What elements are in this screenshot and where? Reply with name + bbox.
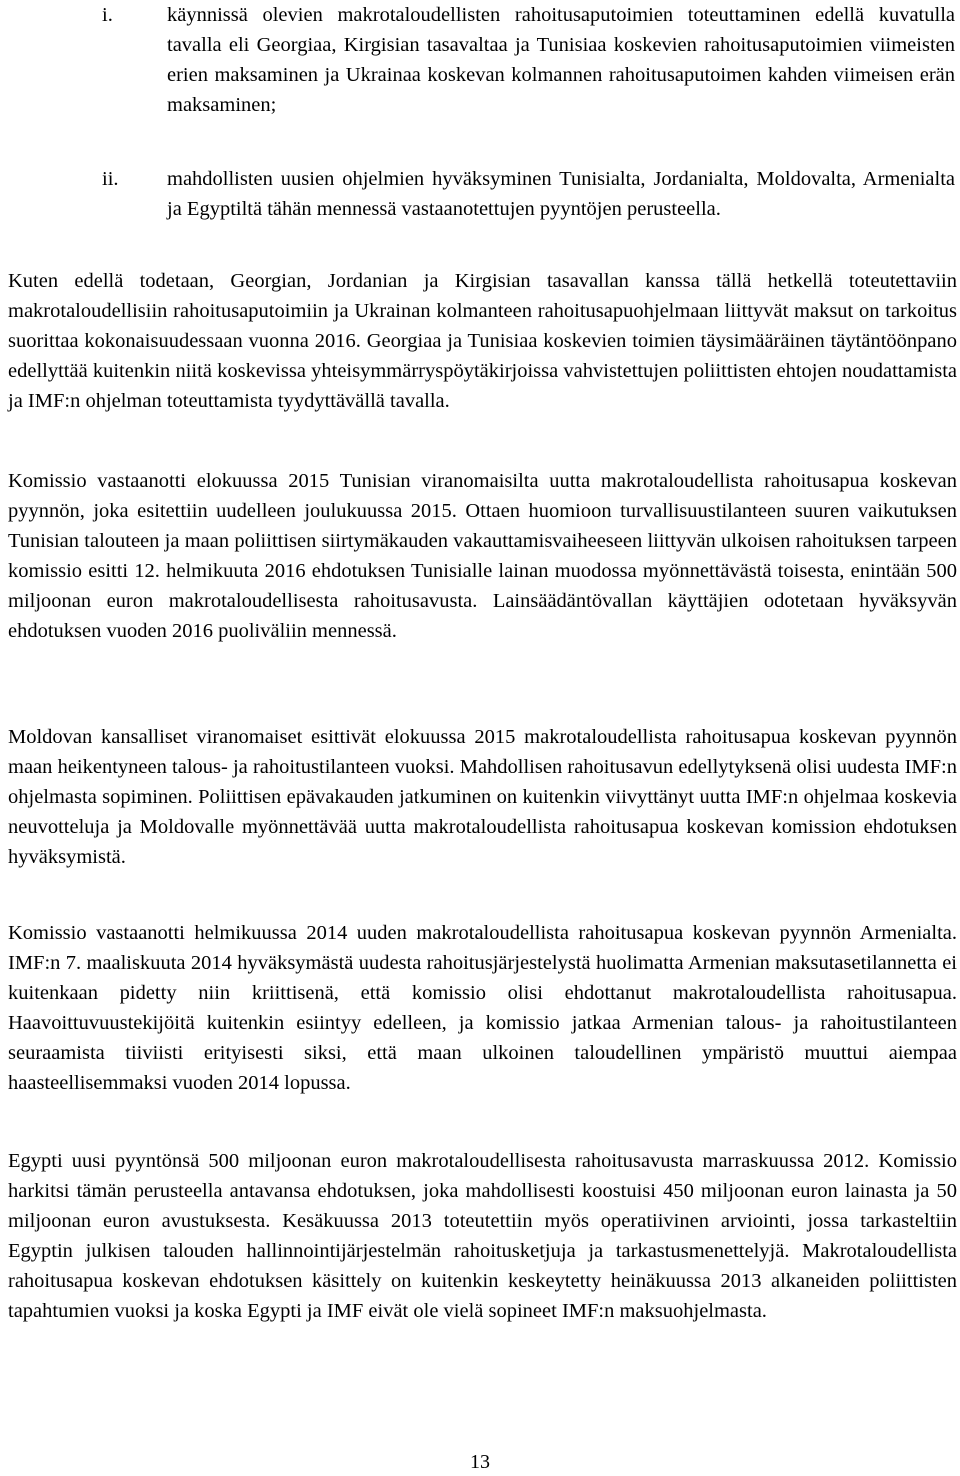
list-marker: ii. xyxy=(102,168,119,190)
paragraph: Komissio vastaanotti helmikuussa 2014 uuden makrotaloudellista rahoitusapua koskevan pyynnön Armenialta. IMF:n 7. maaliskuuta 2014 hyväksymästä uudesta rahoitusjärjestelystä huolimatta Armenian maksutasetilannetta ei kuitenkaan pidetty niin kriittisenä, että komissio olisi ehdottanut makrotaloudellista rahoitusapua. Haavoittuvuustekijöitä kuitenkin esiintyy edelleen, ja komissio jatkaa Armenian talous- ja rahoitustilanteen seuraamista tiiviisti erityisesti siksi, että maan ulkoinen taloudellinen ympäristö muuttui aiempaa haasteellisemmaksi vuoden 2014 lopussa. xyxy=(8,922,957,1094)
list-marker: i. xyxy=(102,4,113,26)
paragraph: Moldovan kansalliset viranomaiset esittivät elokuussa 2015 makrotaloudellista rahoitusapua koskevan pyynnön maan heikentyneen talous- ja rahoitustilanteen vuoksi. Mahdollisen rahoitusavun edellytyksenä olisi uudesta IMF:n ohjelmasta sopiminen. Poliittisen epävakauden jatkuminen on kuitenkin viivyttänyt uutta IMF:n ohjelmaa koskevia neuvotteluja ja Moldovalle myönnettävää uutta makrotaloudellista rahoitusapua koskevan komission ehdotuksen hyväksymistä. xyxy=(8,726,957,868)
paragraph: Egypti uusi pyyntönsä 500 miljoonan euron makrotaloudellisesta rahoitusavusta marraskuussa 2012. Komissio harkitsi tämän perusteella antavansa ehdotuksen, joka mahdollisesti koostuisi 450 miljoonan euron lainasta ja 50 miljoonan euron avustuksesta. Kesäkuussa 2013 toteutettiin myös operatiivinen arviointi, jossa tarkasteltiin Egyptin julkisen talouden hallinnointijärjestelmän rahoitusketjuja ja tarkastusmenettelyjä. Makrotaloudellista rahoitusapua koskevan ehdotuksen käsittely on kuitenkin keskeytetty heinäkuussa 2013 alkaneiden poliittisten tapahtumien vuoksi ja koska Egypti ja IMF eivät ole vielä sopineet IMF:n maksuohjelmasta. xyxy=(8,1150,957,1322)
list-item-text: mahdollisten uusien ohjelmien hyväksyminen Tunisialta, Jordanialta, Moldovalta, Armenialta ja Egyptiltä tähän mennessä vastaanotettujen pyyntöjen perusteella. xyxy=(167,168,955,220)
paragraph: Kuten edellä todetaan, Georgian, Jordanian ja Kirgisian tasavallan kanssa tällä hetkellä toteutettaviin makrotaloudellisiin rahoitusaputoimiin ja Ukrainan kolmanteen rahoitusapuohjelmaan liittyvät maksut on tarkoitus suorittaa kokonaisuudessaan vuonna 2016. Georgiaa ja Tunisiaa koskevien toimien täysimääräinen täytäntöönpano edellyttää kuitenkin niitä koskevissa yhteisymmärryspöytäkirjoissa vahvistettujen poliittisten ehtojen noudattamista ja IMF:n ohjelman toteuttamista tyydyttävällä tavalla. xyxy=(8,270,957,412)
list-item-text: käynnissä olevien makrotaloudellisten rahoitusaputoimien toteuttaminen edellä kuvatulla tavalla eli Georgiaa, Kirgisian tasavaltaa ja Tunisiaa koskevien rahoitusaputoimien viimeisten erien maksaminen ja Ukrainaa koskevan kolmannen rahoitusaputoimen kahden viimeisen erän maksaminen; xyxy=(167,4,955,116)
page-number: 13 xyxy=(470,1451,490,1473)
paragraph: Komissio vastaanotti elokuussa 2015 Tunisian viranomaisilta uutta makrotaloudellista rahoitusapua koskevan pyynnön, joka esitettiin uudelleen joulukuussa 2015. Ottaen huomioon turvallisuustilanteen suuren vaikutuksen Tunisian talouteen ja maan poliittisen siirtymäkauden vakauttamisvaiheeseen liittyvän ulkoisen rahoituksen tarpeen komissio esitti 12. helmikuuta 2016 ehdotuksen Tunisialle lainan muodossa myönnettävästä toisesta, enintään 500 miljoonan euron makrotaloudellisesta rahoitusavusta. Lainsäädäntövallan käyttäjien odotetaan hyväksyvän ehdotuksen vuoden 2016 puoliväliin mennessä. xyxy=(8,470,957,642)
